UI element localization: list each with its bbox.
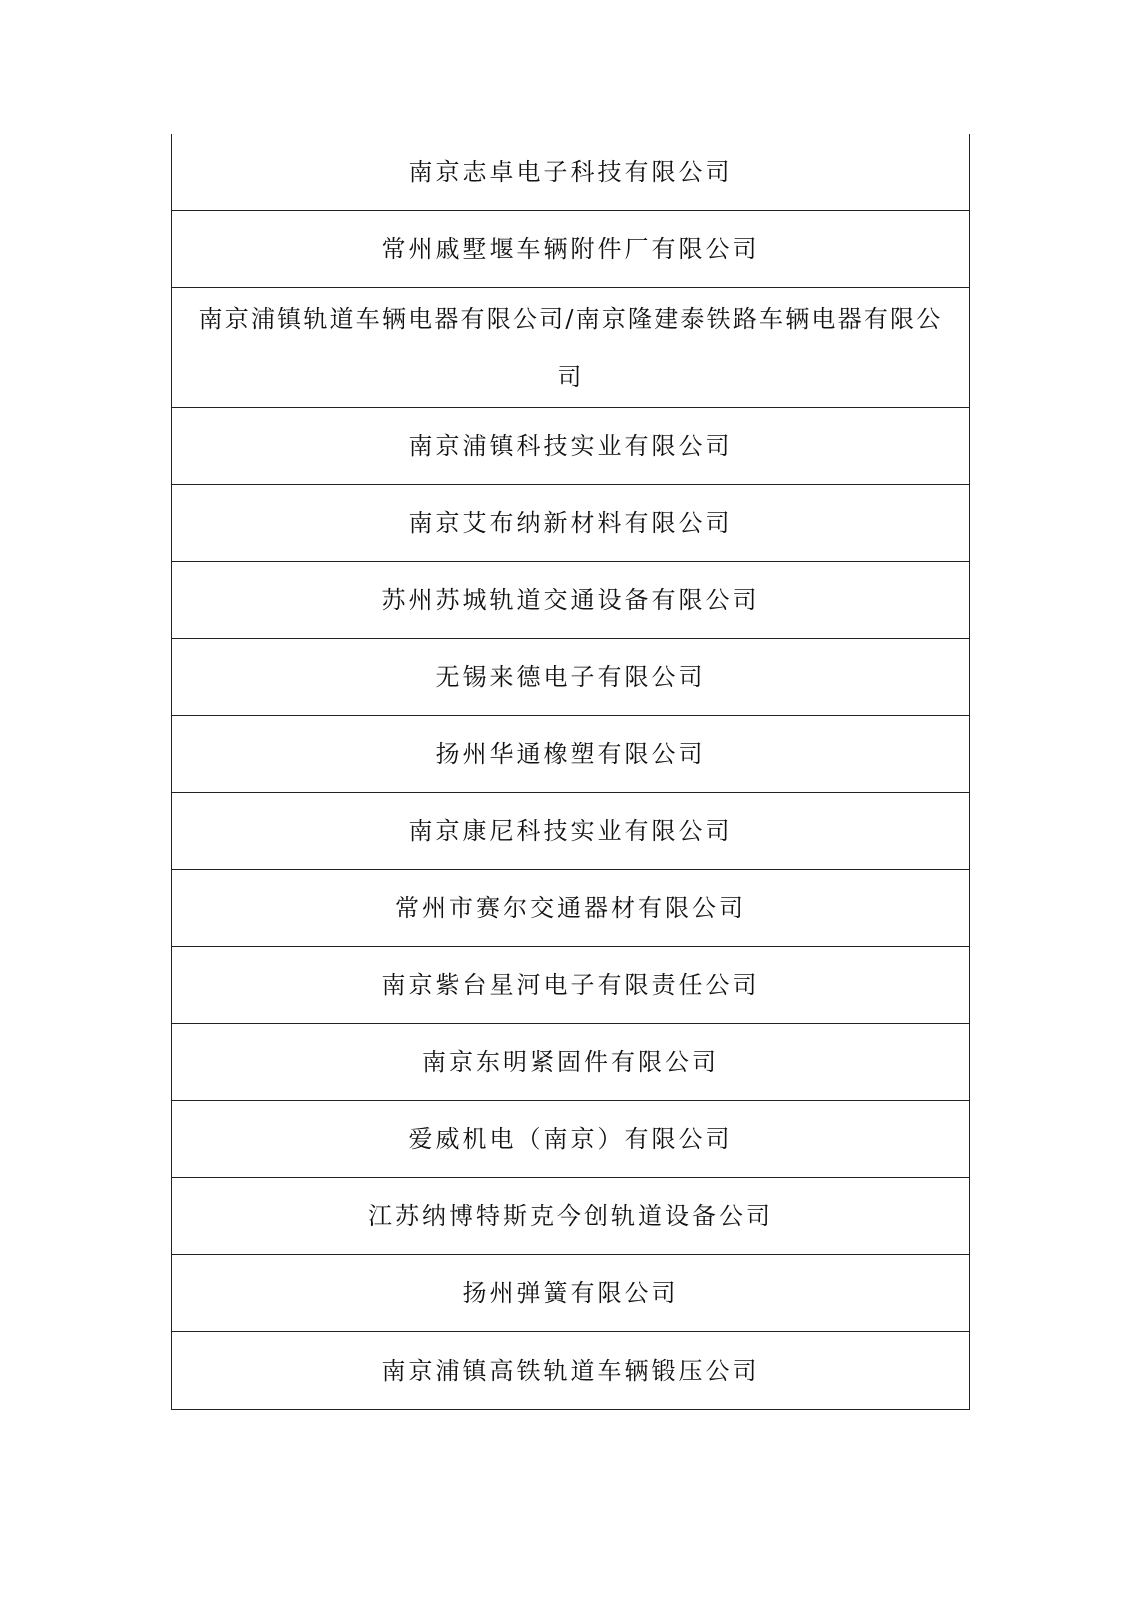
company-name: 南京浦镇轨道车辆电器有限公司/南京隆建泰铁路车辆电器有限公司 <box>198 304 943 391</box>
company-name: 扬州华通橡塑有限公司 <box>435 740 706 768</box>
table-row <box>172 1332 969 1409</box>
company-name: 爱威机电（南京）有限公司 <box>408 1125 733 1153</box>
table-row <box>172 408 969 485</box>
company-name: 南京志卓电子科技有限公司 <box>408 158 733 186</box>
table-row <box>172 716 969 793</box>
company-name: 南京艾布纳新材料有限公司 <box>408 509 733 537</box>
company-name: 无锡来德电子有限公司 <box>435 663 706 691</box>
company-name: 南京康尼科技实业有限公司 <box>408 817 733 845</box>
table-row <box>172 639 969 716</box>
table-row <box>172 793 969 870</box>
table-row <box>172 1101 969 1178</box>
table-row <box>172 870 969 947</box>
table-row <box>172 211 969 288</box>
company-name: 扬州弹簧有限公司 <box>462 1279 679 1307</box>
company-name: 常州戚墅堰车辆附件厂有限公司 <box>381 235 760 263</box>
company-name: 南京浦镇科技实业有限公司 <box>408 432 733 460</box>
table-row <box>172 485 969 562</box>
company-name: 常州市赛尔交通器材有限公司 <box>395 894 746 922</box>
company-name: 南京紫台星河电子有限责任公司 <box>381 971 760 999</box>
table-row <box>172 1255 969 1332</box>
table-row <box>172 947 969 1024</box>
table-row <box>172 1024 969 1101</box>
table-row <box>172 134 969 211</box>
table-row <box>172 1178 969 1255</box>
company-table <box>171 134 970 1410</box>
company-name: 南京浦镇高铁轨道车辆锻压公司 <box>381 1356 760 1385</box>
table-row <box>172 288 969 408</box>
company-name: 南京东明紧固件有限公司 <box>422 1048 719 1076</box>
company-name: 苏州苏城轨道交通设备有限公司 <box>381 586 760 614</box>
company-name: 江苏纳博特斯克今创轨道设备公司 <box>368 1202 773 1230</box>
table-row <box>172 562 969 639</box>
